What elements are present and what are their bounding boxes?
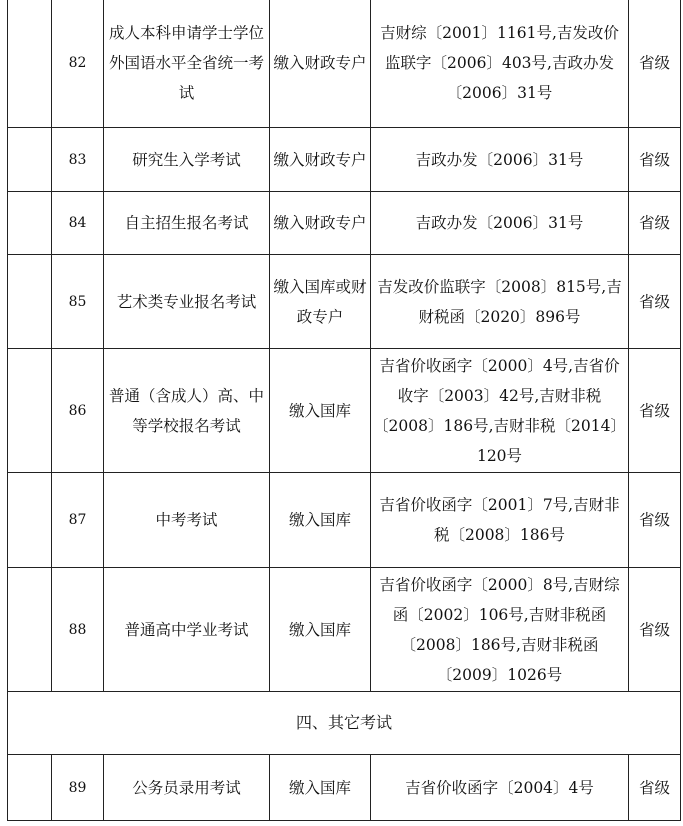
policy-basis: 吉省价收函字〔2000〕4号,吉省价收字〔2003〕42号,吉财非税〔2008〕186号,吉财非税〔2014〕120号 [371, 349, 629, 473]
row-number: 86 [52, 349, 104, 473]
exam-name: 普通（含成人）高、中等学校报名考试 [104, 349, 270, 473]
row-number: 89 [52, 755, 104, 821]
exam-name: 研究生入学考试 [104, 128, 270, 192]
fund-destination: 缴入财政专户 [270, 0, 371, 128]
blank-cell [8, 473, 52, 568]
policy-basis: 吉政办发〔2006〕31号 [371, 192, 629, 255]
policy-basis: 吉发改价监联字〔2008〕815号,吉财税函〔2020〕896号 [371, 255, 629, 349]
admin-level: 省级 [629, 473, 681, 568]
blank-cell [8, 192, 52, 255]
table-row [8, 473, 681, 568]
exam-name: 中考考试 [104, 473, 270, 568]
section-row [8, 692, 681, 755]
fund-destination: 缴入财政专户 [270, 192, 371, 255]
fund-destination: 缴入国库 [270, 568, 371, 692]
table-row [8, 255, 681, 349]
exam-name: 艺术类专业报名考试 [104, 255, 270, 349]
blank-cell [8, 349, 52, 473]
row-number: 88 [52, 568, 104, 692]
admin-level: 省级 [629, 255, 681, 349]
fund-destination: 缴入国库 [270, 755, 371, 821]
exam-name: 成人本科申请学士学位外国语水平全省统一考试 [104, 0, 270, 128]
table-row [8, 755, 681, 821]
policy-basis: 吉省价收函字〔2004〕4号 [371, 755, 629, 821]
exam-name: 自主招生报名考试 [104, 192, 270, 255]
table-row [8, 349, 681, 473]
table-row [8, 568, 681, 692]
admin-level: 省级 [629, 349, 681, 473]
row-number: 82 [52, 0, 104, 128]
policy-basis: 吉政办发〔2006〕31号 [371, 128, 629, 192]
admin-level: 省级 [629, 192, 681, 255]
blank-cell [8, 568, 52, 692]
admin-level: 省级 [629, 0, 681, 128]
row-number: 87 [52, 473, 104, 568]
policy-basis: 吉财综〔2001〕1161号,吉发改价监联字〔2006〕403号,吉政办发〔2006〕31号 [371, 0, 629, 128]
blank-cell [8, 0, 52, 128]
fee-table [7, 0, 681, 821]
admin-level: 省级 [629, 128, 681, 192]
table-row [8, 128, 681, 192]
row-number: 84 [52, 192, 104, 255]
blank-cell [8, 128, 52, 192]
policy-basis: 吉省价收函字〔2001〕7号,吉财非税〔2008〕186号 [371, 473, 629, 568]
exam-name: 普通高中学业考试 [104, 568, 270, 692]
admin-level: 省级 [629, 755, 681, 821]
section-heading: 四、其它考试 [8, 692, 681, 755]
fund-destination: 缴入国库或财政专户 [270, 255, 371, 349]
exam-name: 公务员录用考试 [104, 755, 270, 821]
blank-cell [8, 755, 52, 821]
table-row [8, 192, 681, 255]
admin-level: 省级 [629, 568, 681, 692]
fund-destination: 缴入国库 [270, 349, 371, 473]
row-number: 85 [52, 255, 104, 349]
fund-destination: 缴入财政专户 [270, 128, 371, 192]
row-number: 83 [52, 128, 104, 192]
fund-destination: 缴入国库 [270, 473, 371, 568]
table-row [8, 0, 681, 128]
policy-basis: 吉省价收函字〔2000〕8号,吉财综函〔2002〕106号,吉财非税函〔2008〕186号,吉财非税函〔2009〕1026号 [371, 568, 629, 692]
blank-cell [8, 255, 52, 349]
